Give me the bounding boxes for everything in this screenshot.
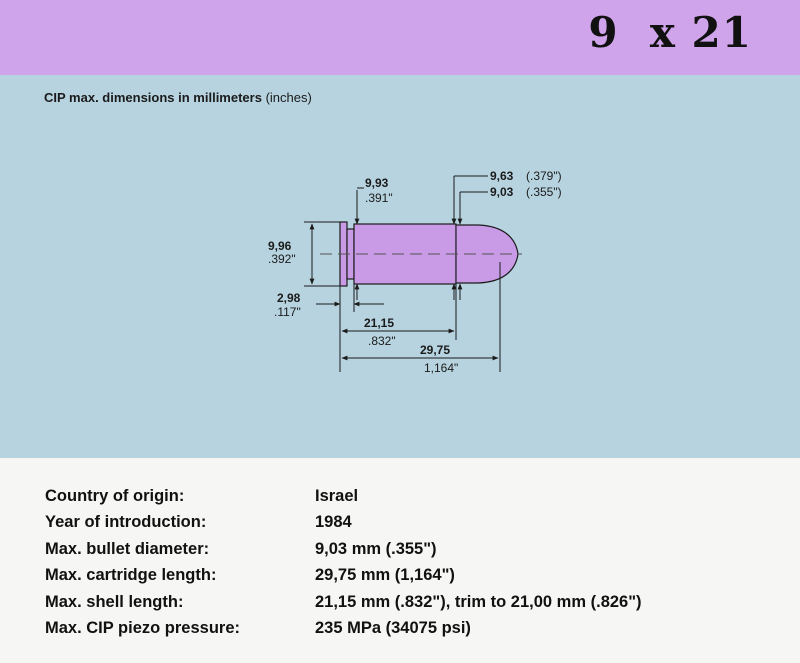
case-length-dimension <box>342 284 456 340</box>
rim-groove-mm: 2,98 <box>277 291 301 305</box>
neck-diameter-in: (.379") <box>526 169 562 183</box>
spec-row-shell-length <box>45 589 642 616</box>
spec-value: 1984 <box>315 513 352 532</box>
spec-label: Max. CIP piezo pressure: <box>45 619 241 638</box>
spec-row-cartridge-length <box>45 563 642 590</box>
spec-value: 21,15 mm (.832"), trim to 21,00 mm (.826") <box>315 592 642 611</box>
spec-value: 29,75 mm (1,164") <box>315 566 455 585</box>
case-length-in: .832" <box>368 334 396 348</box>
neck-diameter-mm: 9,63 <box>490 169 514 183</box>
spec-row-bullet-diameter <box>45 536 642 563</box>
spec-row-year <box>45 510 642 537</box>
case-length-mm: 21,15 <box>364 316 395 330</box>
caption-unit: (inches) <box>265 90 312 105</box>
bullet-diameter-in: (.355") <box>526 185 562 199</box>
spec-value: 235 MPa (34075 psi) <box>315 619 471 638</box>
case-body <box>354 224 456 284</box>
spec-value: 9,03 mm (.355") <box>315 539 437 558</box>
spec-label: Max. bullet diameter: <box>45 539 210 558</box>
spec-table <box>45 483 642 642</box>
spec-row-pressure <box>45 616 642 643</box>
spec-label: Max. cartridge length: <box>45 566 217 585</box>
rim-diameter-in: .392" <box>268 252 296 266</box>
overall-length-mm: 29,75 <box>420 343 451 357</box>
spec-row-country <box>45 483 642 510</box>
spec-label: Country of origin: <box>45 486 185 505</box>
rim-diameter-mm: 9,96 <box>268 239 292 253</box>
spec-label: Year of introduction: <box>45 513 207 532</box>
overall-length-in: 1,164" <box>424 361 459 375</box>
spec-value: Israel <box>315 486 359 505</box>
rim-groove-in: .117" <box>274 305 301 319</box>
cartridge-title: 9 x 21 <box>588 8 752 57</box>
spec-label: Max. shell length: <box>45 592 184 611</box>
caption-main: CIP max. dimensions in millimeters <box>44 90 262 105</box>
base-diameter-in: .391" <box>365 191 393 205</box>
bullet-diameter-mm: 9,03 <box>490 185 514 199</box>
base-diameter-mm: 9,93 <box>365 176 389 190</box>
